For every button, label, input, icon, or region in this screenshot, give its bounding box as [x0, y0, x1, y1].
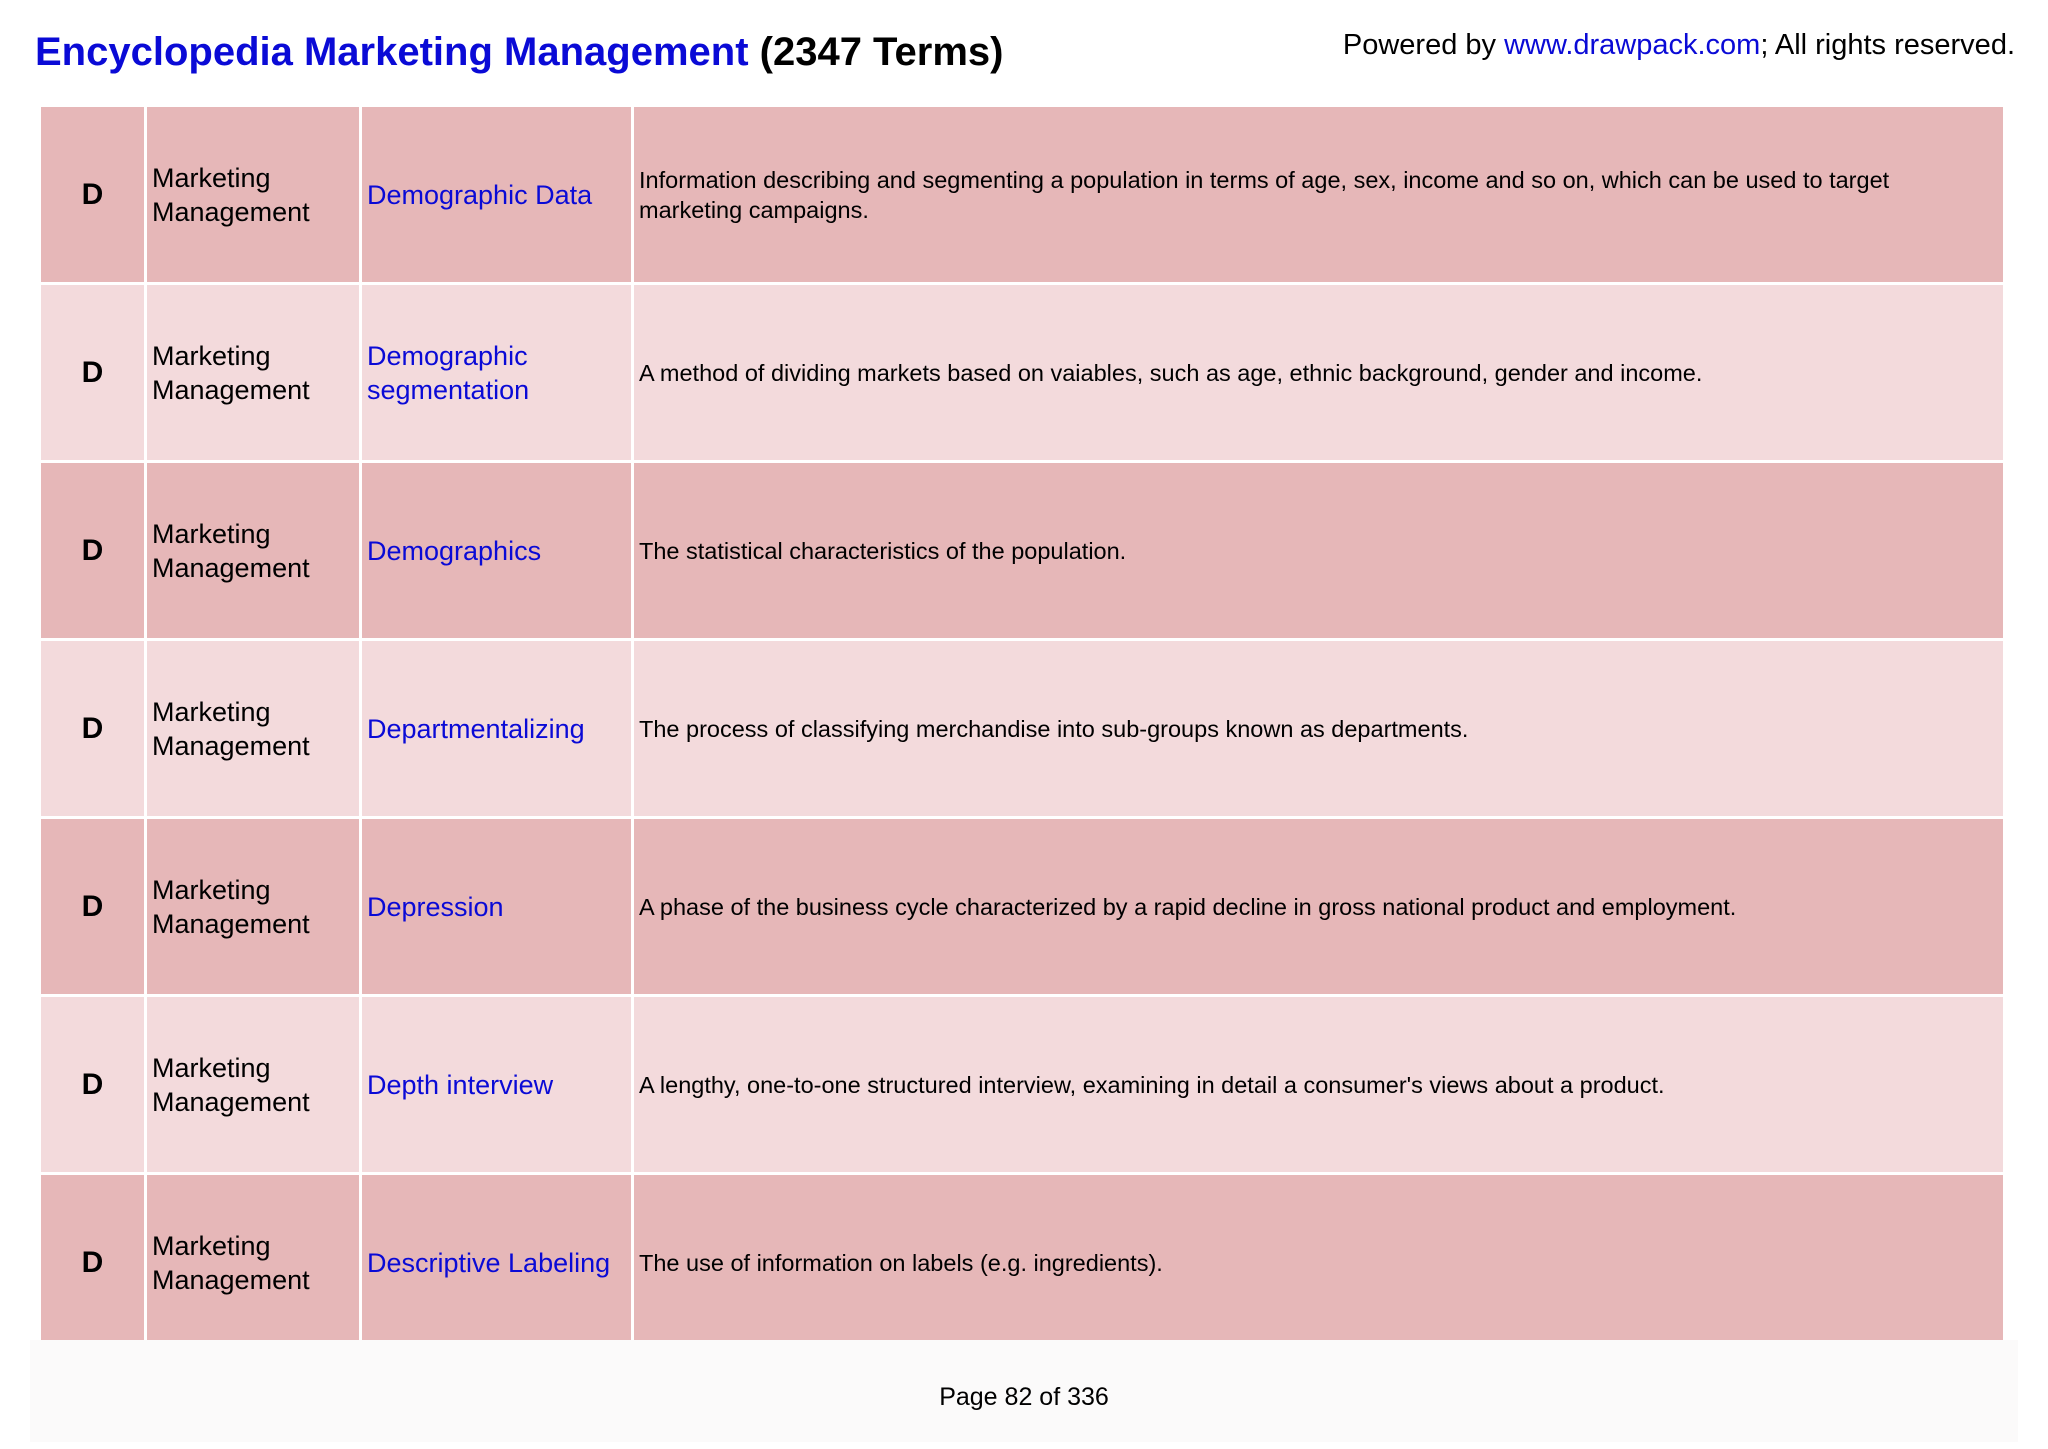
- definition-cell: The statistical characteristics of the population.: [633, 462, 2005, 640]
- table-row: [40, 640, 2005, 818]
- credit-suffix: ; All rights reserved.: [1760, 29, 2015, 61]
- credit-line: [1343, 29, 2015, 62]
- letter-cell: D: [40, 106, 146, 284]
- definition-cell: A method of dividing markets based on vaiables, such as age, ethnic background, gender and income.: [633, 284, 2005, 462]
- page-number: Page 82 of 336: [939, 1383, 1109, 1411]
- subject-cell: Marketing Management: [146, 462, 361, 640]
- definition-cell: The use of information on labels (e.g. ingredients).: [633, 1174, 2005, 1352]
- term-link[interactable]: Depth interview: [361, 996, 633, 1174]
- term-link[interactable]: Demographic segmentation: [361, 284, 633, 462]
- table-row: [40, 284, 2005, 462]
- table-row: [40, 818, 2005, 996]
- table-row: [40, 1174, 2005, 1352]
- table-row: [40, 996, 2005, 1174]
- credit-prefix: Powered by: [1342, 29, 1497, 61]
- definition-cell: A phase of the business cycle characterized by a rapid decline in gross national product and employment.: [633, 818, 2005, 996]
- table-row: [40, 106, 2005, 284]
- term-link[interactable]: Departmentalizing: [361, 640, 633, 818]
- letter-cell: D: [40, 1174, 146, 1352]
- page-title: [35, 30, 1003, 75]
- terms-table: [38, 104, 2006, 1353]
- table-row: [40, 462, 2005, 640]
- subject-cell: Marketing Management: [146, 1174, 361, 1352]
- term-link[interactable]: Demographics: [361, 462, 633, 640]
- subject-cell: Marketing Management: [146, 640, 361, 818]
- term-link[interactable]: Demographic Data: [361, 106, 633, 284]
- subject-cell: Marketing Management: [146, 996, 361, 1174]
- term-link[interactable]: Descriptive Labeling: [361, 1174, 633, 1352]
- letter-cell: D: [40, 284, 146, 462]
- letter-cell: D: [40, 640, 146, 818]
- subject-cell: Marketing Management: [146, 284, 361, 462]
- encyclopedia-name: Encyclopedia Marketing Management: [35, 30, 749, 74]
- letter-cell: D: [40, 818, 146, 996]
- definition-cell: Information describing and segmenting a population in terms of age, sex, income and so on, which can be used to target marketing campaigns.: [633, 106, 2005, 284]
- definition-cell: A lengthy, one-to-one structured interview, examining in detail a consumer's views about a product.: [633, 996, 2005, 1174]
- definition-cell: The process of classifying merchandise into sub-groups known as departments.: [633, 640, 2005, 818]
- drawpack-link[interactable]: www.drawpack.com: [1504, 29, 1761, 61]
- letter-cell: D: [40, 996, 146, 1174]
- term-count: (2347 Terms): [759, 30, 1004, 74]
- letter-cell: D: [40, 462, 146, 640]
- subject-cell: Marketing Management: [146, 106, 361, 284]
- term-link[interactable]: Depression: [361, 818, 633, 996]
- subject-cell: Marketing Management: [146, 818, 361, 996]
